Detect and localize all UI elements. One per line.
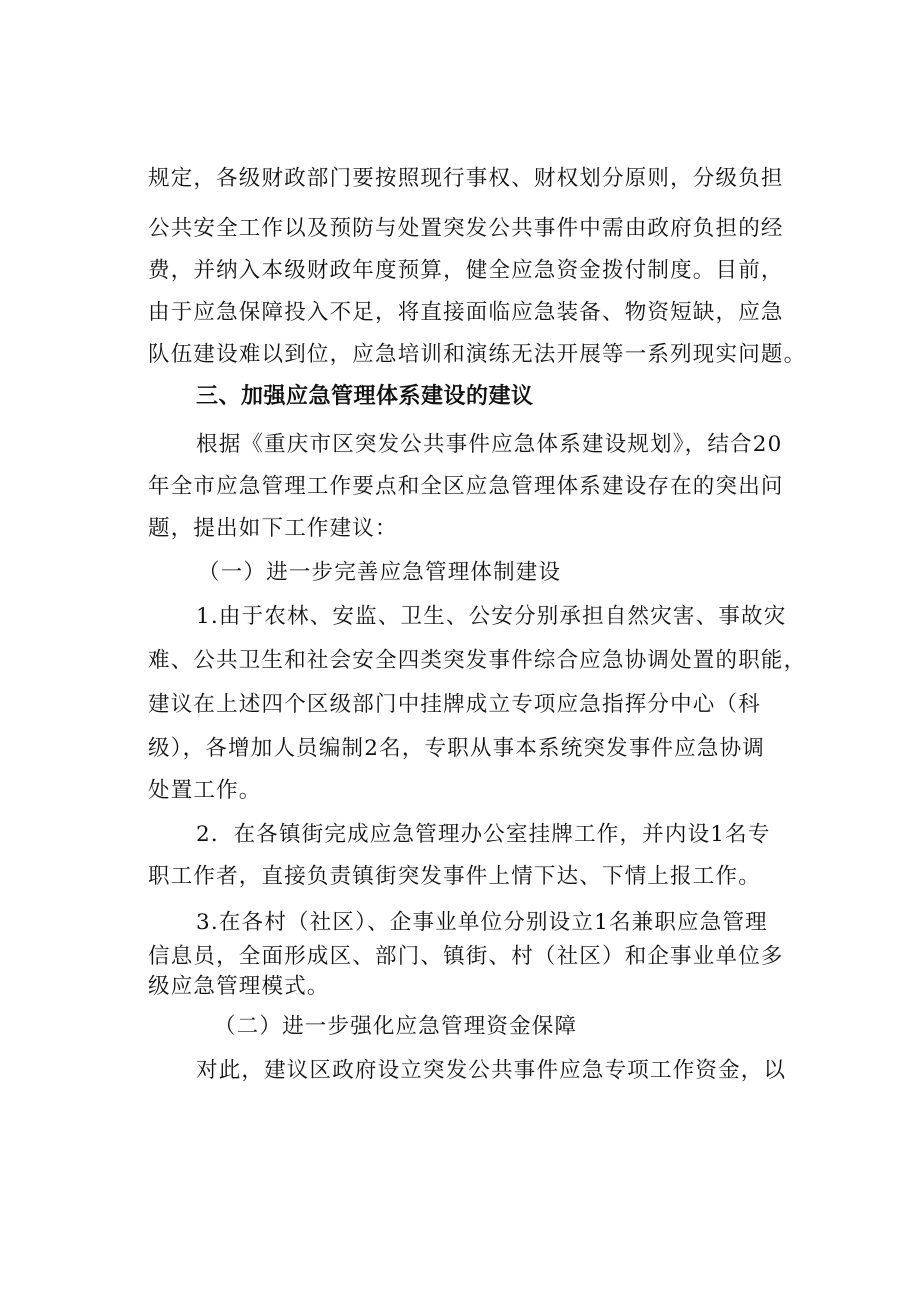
text-line: 2．在各镇街完成应急管理办公室挂牌工作，并内设1名专	[196, 822, 771, 847]
text-line: 对此，建议区政府设立突发公共事件应急专项工作资金，以	[196, 1058, 787, 1083]
text-line: 级应急管理模式。	[148, 974, 330, 999]
subsection-heading: （一）进一步完善应急管理体制建设	[198, 560, 562, 585]
text-line: 建议在上述四个区级部门中挂牌成立专项应急指挥分中心（科	[148, 692, 761, 717]
text-line: 处置工作。	[148, 778, 262, 803]
text-line: 规定，各级财政部门要按照现行事权、财权划分原则，分级负担	[148, 166, 784, 191]
text-line: 信息员，全面形成区、部门、镇街、村（社区）和企事业单位多	[148, 944, 784, 969]
text-line: 级），各增加人员编制2名，专职从事本系统突发事件应急协调	[148, 736, 766, 761]
text-line: 难、公共卫生和社会安全四类突发事件综合应急协调处置的职能，	[148, 648, 807, 673]
text-line: 公共安全工作以及预防与处置突发公共事件中需由政府负担的经	[148, 216, 784, 241]
text-line: 根据《重庆市区突发公共事件应急体系建设规划》，结合20	[196, 432, 783, 457]
text-line: 1.由于农林、安监、卫生、公安分别承担自然灾害、事故灾	[196, 604, 787, 629]
text-line: 年全市应急管理工作要点和全区应急管理体系建设存在的突出问	[148, 474, 784, 499]
text-line: 费，并纳入本级财政年度预算，健全应急资金拨付制度。目前，	[148, 258, 784, 283]
text-line: 3.在各村（社区）、企事业单位分别设立1名兼职应急管理	[196, 910, 768, 935]
text-line: 题，提出如下工作建议：	[148, 516, 398, 541]
text-line: 由于应急保障投入不足，将直接面临应急装备、物资短缺，应急	[148, 300, 784, 325]
text-line: 队伍建设难以到位，应急培训和演练无法开展等一系列现实问题。	[148, 342, 807, 367]
section-heading: 三、加强应急管理体系建设的建议	[196, 384, 534, 409]
subsection-heading: （二）进一步强化应急管理资金保障	[214, 1014, 578, 1039]
text-line: 职工作者，直接负责镇街突发事件上情下达、下情上报工作。	[148, 864, 761, 889]
